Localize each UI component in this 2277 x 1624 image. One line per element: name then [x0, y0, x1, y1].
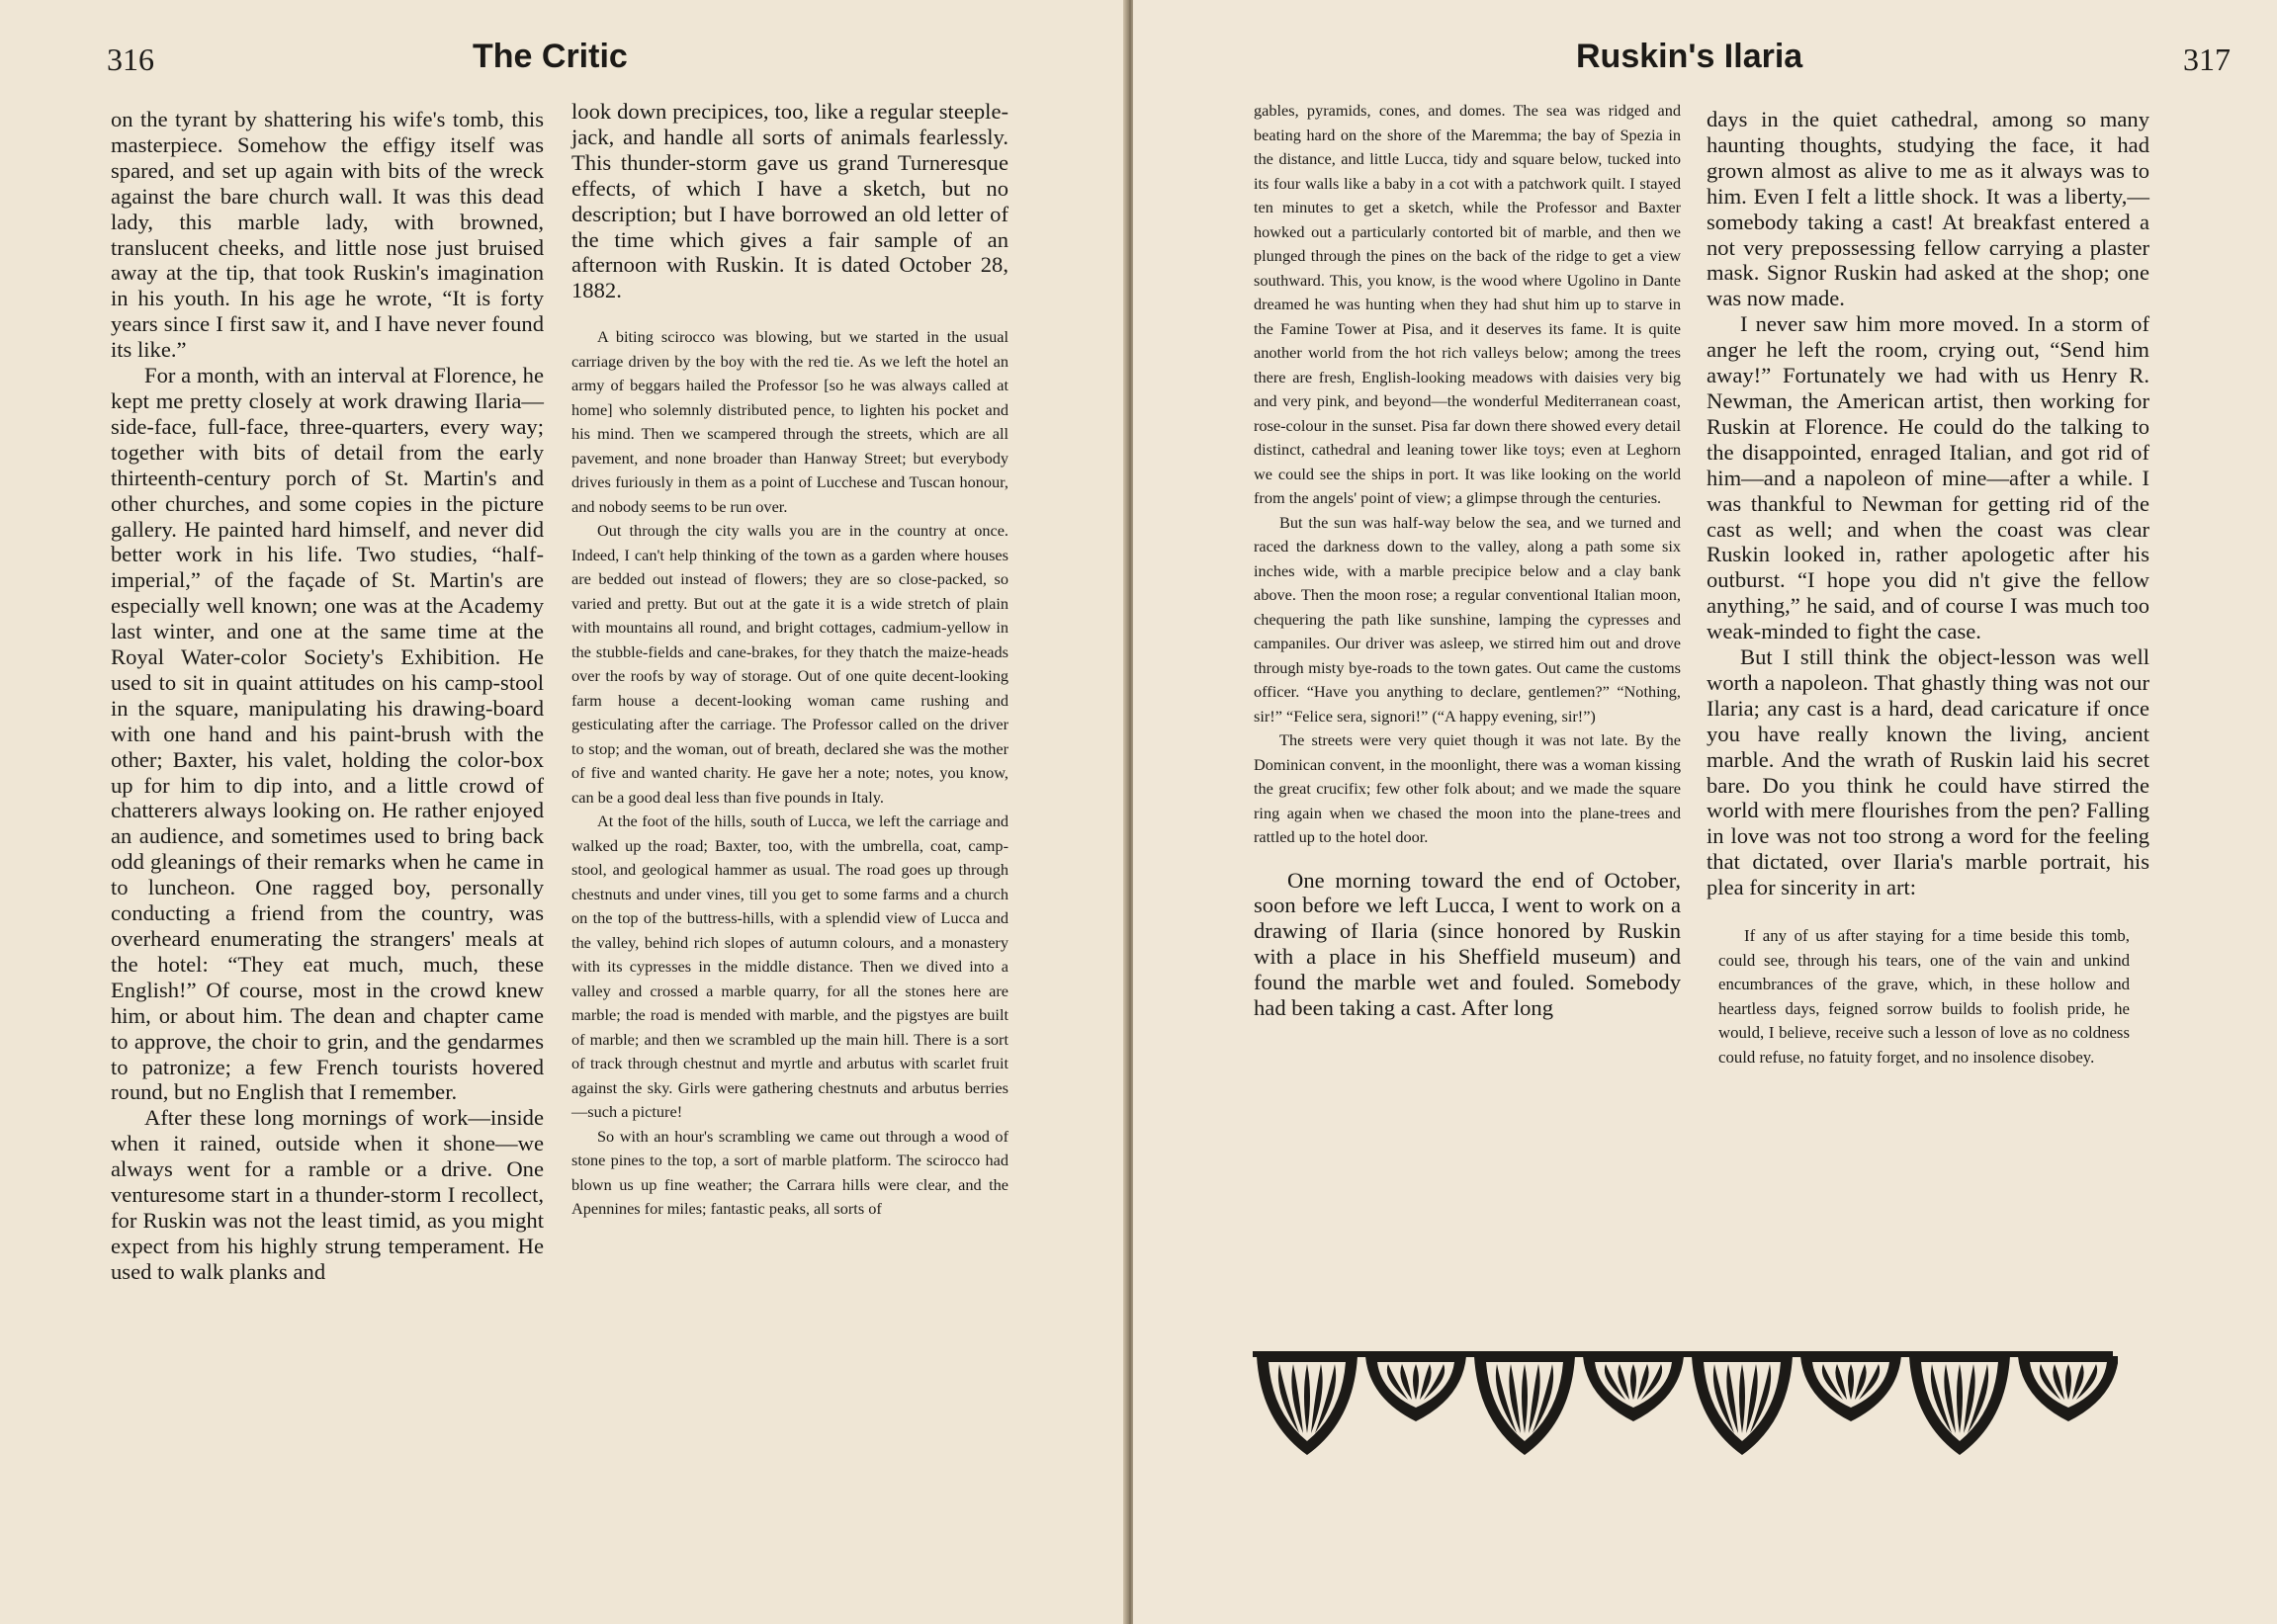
letter-excerpt	[571, 325, 1008, 1222]
left-page	[0, 0, 1127, 1624]
left-column-1	[111, 107, 544, 1285]
ornament-motif	[2018, 1356, 2118, 1421]
intro-paragraph: look down precipices, too, like a regular steeple-jack, and handle all sorts of animals fearlessly. This thunder-storm gave us grand Turneresque effects, of which I have a sketch, but no description; but I have borrowed an old letter of the time which gives a fair sample of an afternoon with Ruskin. It is dated October 28, 1882.	[571, 99, 1008, 303]
letter-paragraph: The streets were very quiet though it was not late. By the Dominican convent, in the moonlight, there was a woman kissing the great crucifix; few other folk about; and we made the square ring again when we chased the moon into the plane-trees and rattled up to the hotel door.	[1254, 730, 1681, 846]
letter-paragraph: So with an hour's scrambling we came out through a wood of stone pines to the top, a sort of marble platform. The scirocco had blown us up fine weather; the Carrara hills were clear, and the Apennines for miles; fantastic peaks, all sorts of	[571, 1126, 1008, 1219]
right-column-2-text	[1707, 107, 2149, 900]
paragraph-text: One morning toward the end of October, soon before we left Lucca, I went to work on a drawing of Ilaria (since honored by Ruskin with a place in his Sheffield museum) and found the marble wet and fouled. Somebody had been taking a cast. After long	[1254, 867, 1681, 1021]
ornament-motif	[1692, 1356, 1793, 1455]
art-nouveau-tailpiece-icon	[1248, 1344, 2118, 1468]
letter-paragraph: gables, pyramids, cones, and domes. The sea was ridged and beating hard on the shore of the Maremma; the bay of Spezia in the distance, and little Lucca, tidy and square below, tucked into its four walls like a baby in a cot with a patchwork quilt. I stayed ten minutes to get a sketch, while the Professor and Baxter howked out a particularly contorted bit of marble, and then we plunged through the pines on the back of the ridge to get a view southward. This, you know, is the wood where Ugolino in Dante dreamed he was hunting when they had shut him up to starve in the Famine Tower at Pisa, and it deserves its fame. It is quite another world from the hot rich valleys below; among the trees there are fresh, English-looking meadows with daisies very big and very pink, and beyond—the wonderful Mediterranean coast, rose-colour in the sunset. Pisa far down there showed every detail distinct, cathedral and leaning tower like toys; even at Leghorn we could see the ships in port. It was like looking on the world from the angels' point of view; a glimpse through the centuries.	[1254, 101, 1681, 507]
letter-excerpt	[1254, 99, 1681, 850]
paragraph: But I still think the object-lesson was well worth a napoleon. That ghastly thing was not our Ilaria; any cast is a hard, dead caricature if once you have really known the living, ancient marble. And the wrath of Ruskin laid his secret bare. Do you think he could have stirred the world with mere flourishes from the pen? Falling in love was not too strong a word for the feeling that dictated, over Ilaria's marble portrait, his plea for sincerity in art:	[1707, 644, 2149, 900]
paragraph: For a month, with an interval at Florence, he kept me pretty closely at work drawing Ilaria—side-face, full-face, three-quarters, every way; together with bits of detail from the early thirteenth-century porch of St. Martin's and other churches, and some copies in the picture gallery. He painted hard himself, and never did better work in his life. Two studies, “half-imperial,” of the façade of St. Martin's are especially well known; one was at the Academy last winter, and one at the same time at the Royal Water-color Society's Exhibition. He used to sit in quaint attitudes on his camp-stool in the square, manipulating his drawing-board with one hand and his paint-brush with the other; Baxter, his valet, holding the color-box up for him to dip into, and a little crowd of chatterers always looking on. He rather enjoyed an audience, and sometimes used to bring back odd gleanings of their remarks when he came in to luncheon. One ragged boy, personally conducting a friend from the country, was overheard enumerating the strangers' meals at the hotel: “They eat much, much, these English!” Of course, most in the crowd knew him, or about him. The dean and chapter came to approve, the choir to grin, and the gendarmes to patronize; a few French tourists hovered round, but no English that I remember.	[111, 363, 544, 1105]
ornament-motif	[1800, 1356, 1901, 1421]
left-column-2	[571, 99, 1008, 1222]
page-number: 316	[107, 42, 154, 77]
right-column-1	[1254, 99, 1681, 1021]
ornament-motif	[1365, 1356, 1466, 1421]
letter-paragraph: A biting scirocco was blowing, but we started in the usual carriage driven by the boy with the red tie. As we left the hotel an army of beggars hailed the Professor [so he was always called at home] who solemnly distributed pence, to lighten his pocket and his mind. Then we scampered through the streets, which are all pavement, and none broader than Hanway Street; but everybody drives furiously in them as a point of Lucchese and Tuscan honour, and nobody seems to be run over.	[571, 327, 1008, 516]
paragraph: on the tyrant by shattering his wife's tomb, this masterpiece. Somehow the effigy itself was spared, and set up again with bits of the wreck against the bare church wall. It was this dead lady, this marble lady, with browned, translucent cheeks, and little nose just bruised away at the tip, that took Ruskin's imagination in his youth. In his age he wrote, “It is forty years since I first saw it, and I have never found its like.”	[111, 107, 544, 363]
quote-text: If any of us after staying for a time beside this tomb, could see, through his tears, one of the vain and unkind encumbrances of the grave, which, in these hollow and heartless days, feigned sorrow builds to foolish pride, he would, I believe, receive such a lesson of love as no coldness could refuse, no fatuity forget, and no insolence disobey.	[1718, 926, 2130, 1068]
letter-paragraph: But the sun was half-way below the sea, and we turned and raced the darkness down to the valley, along a path some six inches wide, with a marble precipice below and a clay bank above. Then the moon rose; a regular conventional Italian moon, chequering the path like sunshine, lamping the cypresses and campaniles. Our driver was asleep, we stirred him out and drove through misty bye-roads to the town gates. Out came the customs officer. “Have you anything to declare, gentlemen?” “Nothing, sir!” “Felice sera, signori!” (“A happy evening, sir!”)	[1254, 512, 1681, 726]
paragraph	[1254, 868, 1681, 1021]
letter-paragraph: Out through the city walls you are in the country at once. Indeed, I can't help thinking of the town as a garden where houses are bedded out instead of flowers; they are so close-packed, so varied and pretty. But out at the gate it is a wide stretch of plain with mountains all round, and bright cottages, cadmium-yellow in the stubble-fields and cane-brakes, for they thatch the maize-heads over the roofs by way of storage. Out of one quite decent-looking farm house a decent-looking woman came rushing and gesticulating after the carriage. The Professor called on the driver to stop; and the woman, out of breath, declared she was the mother of five and wanted charity. He gave her a note; notes, you know, can be a good deal less than five pounds in Italy.	[571, 521, 1008, 807]
paragraph: After these long mornings of work—inside when it rained, outside when it shone—we always went for a ramble or a drive. One venturesome start in a thunder-storm I recollect, for Ruskin was not the least timid, as you might expect from his highly strung temperament. He used to walk planks and	[111, 1105, 544, 1284]
ornament-motif	[1474, 1356, 1575, 1455]
right-column-2	[1707, 107, 2149, 1070]
paragraph: I never saw him more moved. In a storm of anger he left the room, crying out, “Send him away!” Fortunately we had with us Henry R. Newman, the American artist, then working for Ruskin at Florence. He could do the talking to the disappointed, enraged Italian, and got rid of him—and a napoleon of mine—after a while. I was thankful to Newman for getting rid of the cast as well; and when the coast was clear Ruskin looked in, rather apologetic after his outburst. “I hope you did n't give the fellow anything,” he said, and of course I was much too weak-minded to fight the case.	[1707, 311, 2149, 644]
ornament-motif	[1909, 1356, 2010, 1455]
ornament-motif	[1583, 1356, 1684, 1421]
block-quote	[1707, 924, 2130, 1070]
letter-paragraph: At the foot of the hills, south of Lucca, we left the carriage and walked up the road; Baxter, too, with the umbrella, coat, camp-stool, and geological hammer as usual. The road goes up through chestnuts and under vines, till you get to some farms and a church on the top of the buttress-hills, with a splendid view of Lucca and the valley, behind rich slopes of autumn colours, and a monastery with its cypresses in the middle distance. Then we dived into a valley and crossed a marble quarry, for all the stones here are marble; the road is mended with marble, and the pigstyes are built of marble; and then we scrambled up the main hill. There is a sort of track through chestnut and myrtle and arbutus with scarlet fruit against the sky. Girls were gathering chestnuts and arbutus berries—such a picture!	[571, 812, 1008, 1122]
running-head: The Critic	[473, 38, 628, 75]
running-head: Ruskin's Ilaria	[1576, 38, 1803, 75]
page-number: 317	[2183, 42, 2231, 77]
ornament-motif	[1257, 1356, 1357, 1455]
paragraph: days in the quiet cathedral, among so many haunting thoughts, studying the face, it had grown almost as alive to me as it always was to him. Even I felt a little shock. It was a liberty,—somebody taking a cast! At breakfast entered a not very prepossessing fellow carrying a plaster mask. Signor Ruskin had asked at the shop; one was now made.	[1707, 107, 2149, 311]
